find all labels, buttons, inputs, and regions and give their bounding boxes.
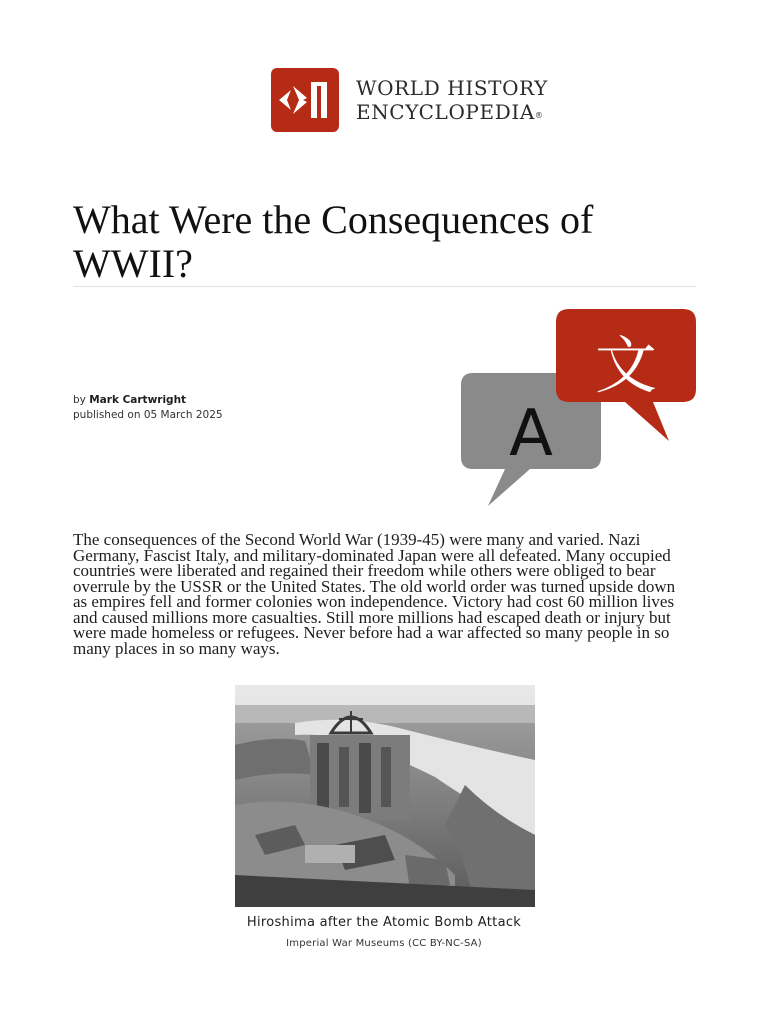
whe-logo-icon <box>271 68 339 132</box>
logo-line-1: WORLD HISTORY <box>356 76 548 100</box>
author-link[interactable]: Mark Cartwright <box>89 394 187 406</box>
figure-caption: Hiroshima after the Atomic Bomb Attack <box>246 915 522 930</box>
translate-icon[interactable] <box>455 305 700 510</box>
site-logo[interactable] <box>271 68 561 134</box>
title-divider <box>73 286 696 287</box>
published-date: published on 05 March 2025 <box>73 409 223 421</box>
registered-mark: ® <box>534 111 544 120</box>
letter-a-glyph: A <box>509 397 553 471</box>
hiroshima-photo <box>235 685 535 907</box>
logo-line-2: ENCYCLOPEDIA <box>356 100 535 124</box>
logo-wordmark <box>356 76 548 124</box>
byline <box>73 393 223 423</box>
wen-character-glyph: 文 <box>594 329 658 402</box>
by-label: by <box>73 394 86 406</box>
figure-credit[interactable]: Imperial War Museums (CC BY-NC-SA) <box>286 938 482 949</box>
article-intro: The consequences of the Second World War (1939-45) were many and varied. Nazi Germany, Fascist Italy, and military-dominated Japan were all defeated. Many occupied countries were liberated and regained their freedom while others were obliged to bear overrule by the USSR or the United States. The old world order was turned upside down as empires fell and former colonies won independence. Victory had cost 60 million lives and caused millions more casualties. Still more millions had escaped death or injury but were made homeless or refugees. Never before had a war affected so many people in so many places in so many ways. <box>73 530 676 658</box>
article-title: What Were the Consequences of WWII? <box>73 197 594 286</box>
